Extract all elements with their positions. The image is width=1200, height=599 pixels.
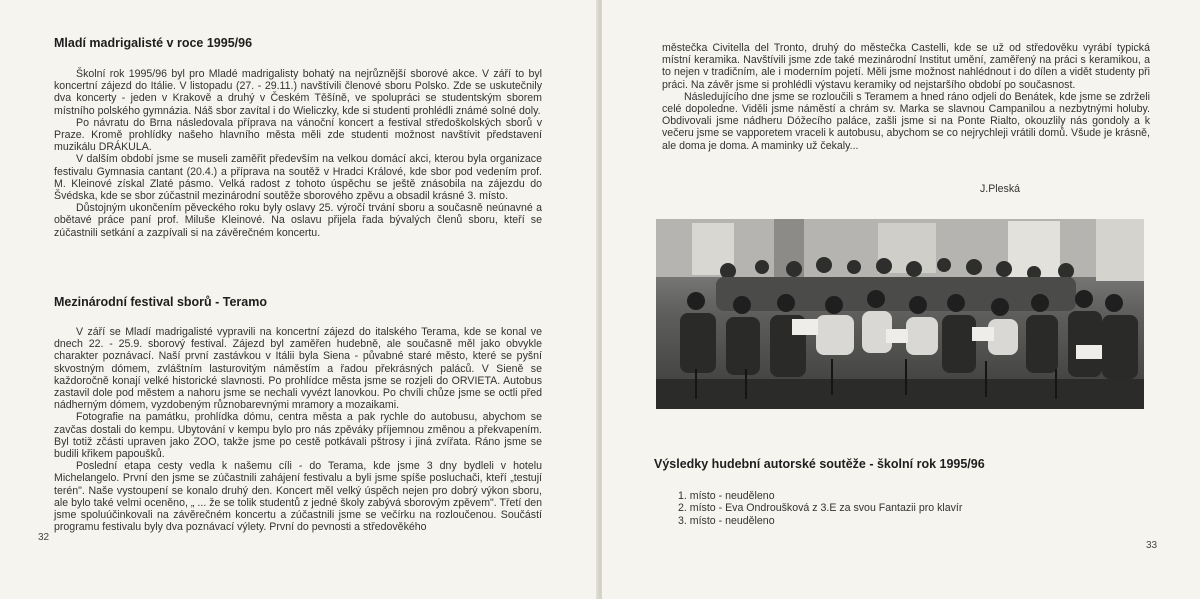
list-item: 3. místo - neuděleno xyxy=(678,514,775,527)
results-title: Výsledky hudební autorské soutěže - školní rok 1995/96 xyxy=(654,457,985,471)
paragraph: V dalším období jsme se museli zaměřit především na velkou domácí akci, kterou byla organizace festivalu Gymnasia cantant (20.4.) a příprava na soutěž v Hradci Králové, kde sbor pod vedením prof. M. Kleinové získal Zlaté pásmo. Velká radost z tohoto úspěchu se ještě znásobila na zájezdu do Švédska, kde se sbor zúčastnil mezinárodní soutěže sborového zpěvu a obsadil krásné 3. místo. xyxy=(54,153,542,203)
list-item: 2. místo - Eva Ondroušková z 3.E za svou Fantazii pro klavír xyxy=(678,502,963,515)
author-signature: J.Pleská xyxy=(980,183,1021,195)
paragraph: Po návratu do Brna následovala příprava na vánoční koncert a festival středoškolských sborů v Praze. Kromě prohlídky našeho hlavního města měli zde studenti možnost navštívit představení muzikálu DRÁKULA. xyxy=(54,116,542,154)
results-list xyxy=(678,490,962,527)
paragraph: Důstojným ukončením pěveckého roku byly oslavy 25. výročí trvání sboru a současně neúnavné a obětavé práce paní prof. Miluše Kleinové. Na oslavu přijela řada bývalých členů sboru, kteří se zúčastnili setkání a zazpívali si na závěrečném koncertu. xyxy=(54,202,542,239)
choir-photo-image xyxy=(656,219,1144,409)
section-title-madrigalists: Mladí madrigalisté v roce 1995/96 xyxy=(54,36,253,50)
list-item: 1. místo - neuděleno xyxy=(678,490,775,502)
section-title-teramo: Mezinárodní festival sborů - Teramo xyxy=(54,295,268,309)
page-number-left: 32 xyxy=(38,532,50,543)
choir-photo xyxy=(656,219,1144,409)
continued-text xyxy=(662,42,1150,152)
paragraph: městečka Civitella del Tronto, druhý do městečka Castelli, kde se už od středověku vyrábí typická místní keramika. Navštívili jsme zde také mezinárodní Institut umění, zaměřený na práci s keramikou, a to nejen v tradičním, ale i moderním pojetí. Měli jsme možnost nahlédnout i do dílen a vidět studenty při práci. Na závěr jsme si prohlédli výstavu keramiky od nejstaršího období po současnost. xyxy=(662,42,1150,91)
paragraph: Poslední etapa cesty vedla k našemu cíli - do Terama, kde jsme 3 dny bydleli v hotelu Michelangelo. První den jsme se zúčastnili zahájení festivalu a byli jsme spíše posluchači, kteří „testují terén". Naše vystoupení se konalo druhý den. Koncert měl velký úspěch nejen pro dobrý výkon sboru, ale bylo také velmi oceněno, „ ... že se tolik studentů z jedné školy zabývá sborovým zpěvem". Třetí den jsme spoluúčinkovali na závěrečném koncertu a zúčastnili jsme se večírku na rozloučenou. Součástí programu festivalu byly dva poznávací výlety. První do pevnosti a středověkého xyxy=(54,460,542,534)
page-number-right: 33 xyxy=(1146,540,1158,551)
left-page xyxy=(0,0,598,599)
section-body-teramo xyxy=(54,326,542,533)
section-body-madrigalists xyxy=(54,68,542,239)
paragraph: Školní rok 1995/96 byl pro Mladé madrigalisty bohatý na nejrůznější sborové akce. V září to byl koncertní zájezd do Itálie. V listopadu (27. - 29.11.) navštívili členové sboru Polsko. Zde se uskutečnily dva koncerty - jeden v Krakově a druhý v Českém Těšíně, ve spolupráci se studentským sborem místního polského gymnázia. Náš sbor zavítal i do Wieliczky, kde si studenti prohlédli známé solné doly. xyxy=(54,68,542,117)
paragraph: Následujícího dne jsme se rozloučili s Teramem a hned ráno odjeli do Benátek, kde jsme se zdrželi celé dopoledne. Viděli jsme náměstí a chrám sv. Marka se slavnou Campanilou a nezbytnými holuby. Obdivovali jsme nádheru Dóžecího paláce, zašli jsme si na Ponte Rialto, okouzlily nás gondoly a k večeru jsme se vapporetem vraceli k autobusu, abychom se co nejrychleji vrátili domů. Všude je krásně, ale doma je doma. A maminky už čekaly... xyxy=(662,90,1150,152)
paragraph: Fotografie na památku, prohlídka dómu, centra města a pak rychle do autobusu, abychom se zavčas dostali do kempu. Ubytování v kempu bylo pro nás zpěváky příjemnou změnou a překvapením. Byl totiž zčásti upraven jako ZOO, takže jsme po cestě potkávali pštrosy i jiná zvířata. Ráno jsme se budili křikem papoušků. xyxy=(54,411,542,461)
paragraph: V září se Mladí madrigalisté vypravili na koncertní zájezd do italského Terama, kde se konal ve dnech 22. - 25.9. sborový festival. Zájezd byl zaměřen hudebně, ale současně měl jako obvykle charakter poznávací. Naší první zastávkou v Itálii byla Siena - půvabné staré město, které se pyšní skvostným dómem, zvláštním lasturovitým náměstím a řadou překrásných paláců. V Sieně se každoročně konají velké historické slavnosti. Po prohlídce města jsme se rozjeli do ORVIETA. Autobus zastavil dole pod městem a nahoru jsme se nechali vyvézt lanovkou. Po chvíli chůze jsme se octli před nádherným dómem, vyzdobeným různobarevnými mramory a mozaikami. xyxy=(54,326,542,412)
